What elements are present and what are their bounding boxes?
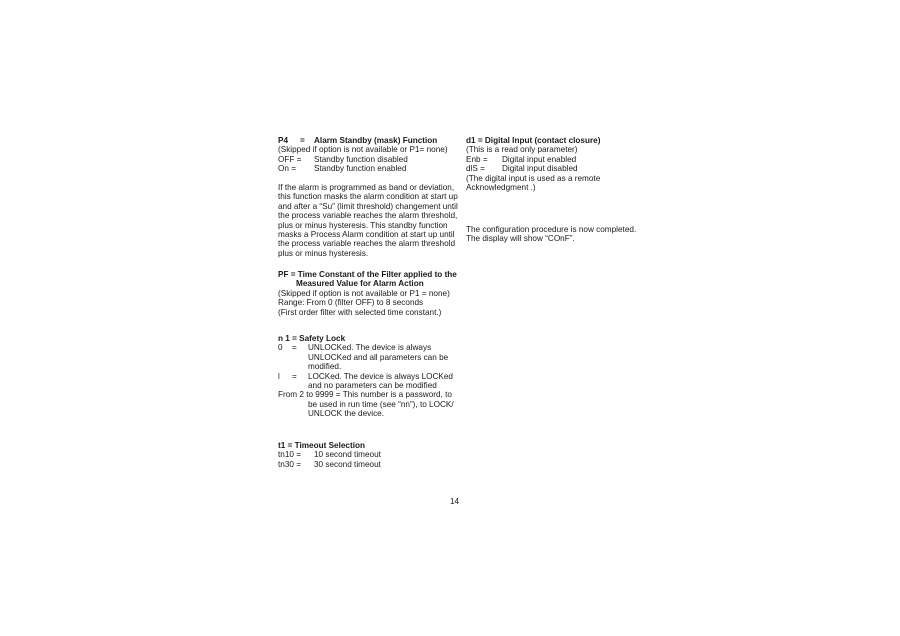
p4-para-line: this function masks the alarm condition at start up <box>278 192 458 202</box>
d1-para-line: Acknowledgment .) <box>466 183 536 193</box>
section-t1 <box>278 441 453 469</box>
p4-para-line: plus or minus hysteresis. <box>278 248 369 258</box>
pf-heading: PF = Time Constant of the Filter applied to the <box>278 270 457 279</box>
p4-on-row: On = Standby function enabled <box>278 164 407 174</box>
d1-heading: d1 = Digital Input (contact closure) <box>466 136 601 145</box>
d1-dis-row: dlS = Digital input disabled <box>466 164 578 174</box>
n1-unlocked-row: 0 = UNLOCKed. The device is always <box>278 343 432 353</box>
p4-skip: (Skipped if option is not available or P1= none) <box>278 145 448 155</box>
n1-locked-row: l = LOCKed. The device is always LOCKed <box>278 371 453 381</box>
p4-para-line: plus or minus hysteresis. This standby function <box>278 220 448 230</box>
d1-enb-row: Enb = Digital input enabled <box>466 154 577 164</box>
p4-para-line: and after a “Su” (limit threshold) changement until <box>278 201 458 211</box>
t1-heading: t1 = Timeout Selection <box>278 441 365 450</box>
n1-locked-cont: and no parameters can be modified <box>308 381 437 391</box>
complete-line: The configuration procedure is now completed. <box>466 225 637 234</box>
t1-row-10: tn10 = 10 second timeout <box>278 450 381 460</box>
n1-password-cont: be used in run time (see “nn”), to LOCK/ <box>308 399 454 409</box>
pf-skip: (Skipped if option is not available or P1 = none) <box>278 288 450 298</box>
p4-off-row: OFF = Standby function disabled <box>278 154 408 164</box>
section-p4 <box>278 136 458 258</box>
p4-para-line: the process variable reaches the alarm threshold, <box>278 211 458 221</box>
section-n1 <box>278 334 453 419</box>
pf-range: Range: From 0 (filter OFF) to 8 seconds <box>278 298 424 308</box>
n1-unlocked-cont: UNLOCKed and all parameters can be <box>308 352 449 362</box>
p4-para-line: the process variable reaches the alarm threshold <box>278 239 456 249</box>
pf-heading-cont: Measured Value for Alarm Action <box>296 279 424 289</box>
complete-line: The display will show “COnF”. <box>466 234 575 244</box>
p4-para-line: If the alarm is programmed as band or deviation, <box>278 183 455 193</box>
p4-heading: P4 = Alarm Standby (mask) Function <box>278 136 438 145</box>
n1-heading: n 1 = Safety Lock <box>278 334 346 343</box>
section-complete <box>466 225 646 244</box>
section-pf <box>278 270 457 317</box>
d1-note: (This is a read only parameter) <box>466 145 578 155</box>
section-d1 <box>466 136 646 192</box>
page-number: 14 <box>450 497 460 506</box>
n1-password-cont: UNLOCK the device. <box>308 409 384 419</box>
t1-row-30: tn30 = 30 second timeout <box>278 459 381 469</box>
n1-password-line: From 2 to 9999 = This number is a password, to <box>278 390 452 400</box>
d1-para-line: (The digital input is used as a remote <box>466 173 601 183</box>
p4-para-line: masks a Process Alarm condition at start up until <box>278 230 455 240</box>
n1-unlocked-cont: modified. <box>308 362 342 372</box>
pf-note: (First order filter with selected time constant.) <box>278 307 442 317</box>
